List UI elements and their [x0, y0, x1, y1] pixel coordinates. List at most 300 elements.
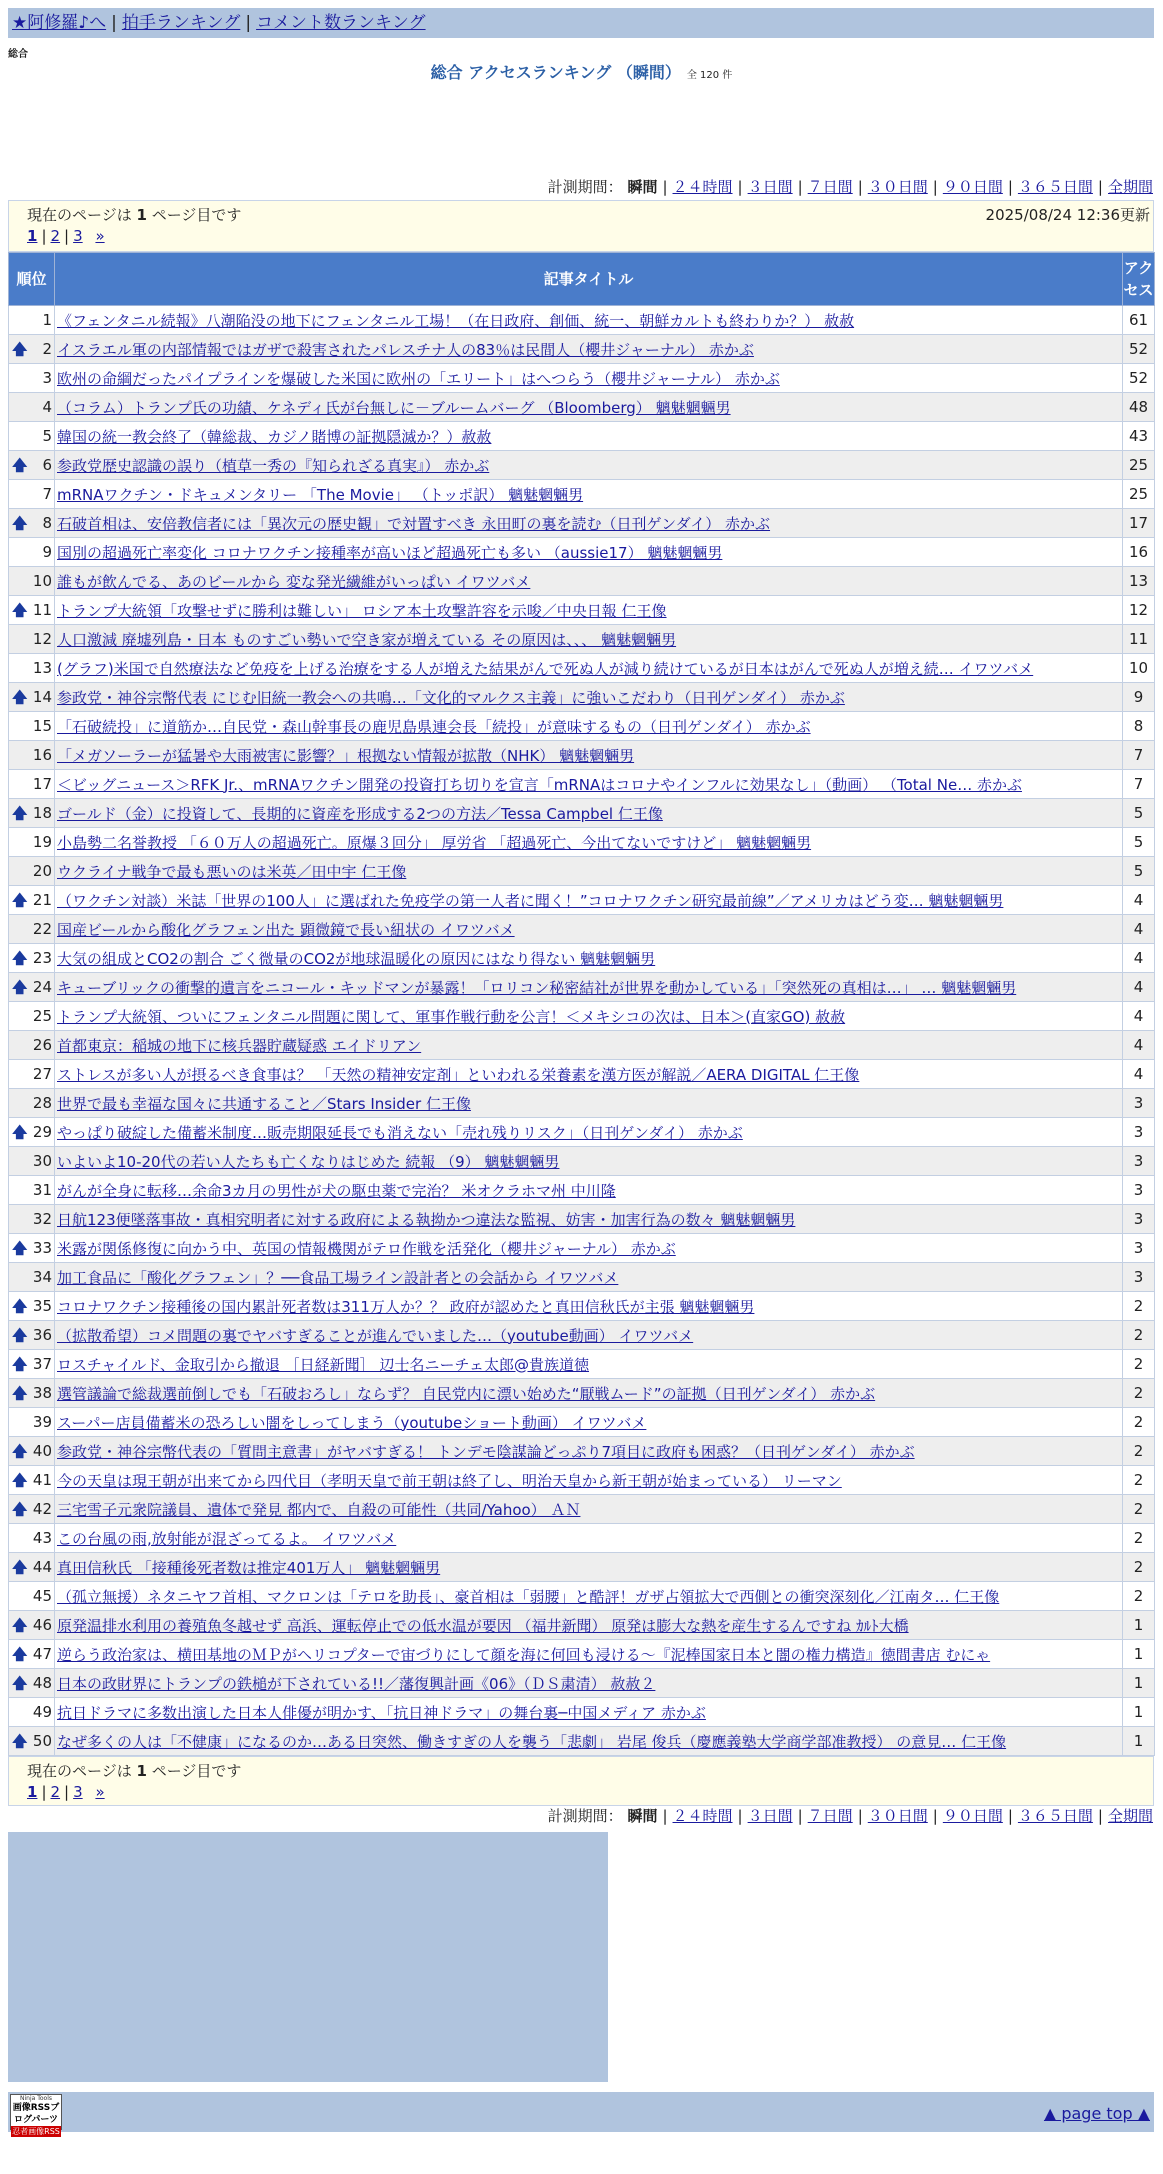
table-row	[9, 1553, 1155, 1582]
rank-number: 46	[32, 1616, 52, 1634]
article-link[interactable]: 真田信秋氏 「接種後死者数は推定401万人」 魑魅魍魎男	[57, 1558, 441, 1577]
page-top-link[interactable]: ▲ page top ▲	[1043, 2104, 1150, 2123]
rank-number: 30	[32, 1152, 52, 1170]
rank-number: 37	[32, 1355, 52, 1373]
article-link[interactable]: 抗日ドラマに多数出演した日本人俳優が明かす、「抗日神ドラマ」の舞台裏─中国メディア 赤かぶ	[57, 1703, 706, 1722]
period-link-7d[interactable]: ７日間	[807, 178, 853, 196]
title-cell	[55, 1495, 1123, 1524]
article-link[interactable]: ＜ビッグニュース＞RFK Jr.、mRNAワクチン開発の投資打ち切りを宣言「mRNAはコロナやインフルに効果なし」（動画） （Total Ne… 赤かぶ	[57, 775, 1022, 794]
period-link-90d[interactable]: ９０日間	[942, 1807, 1003, 1825]
page-link-current[interactable]: 1	[27, 1783, 38, 1801]
access-count: 25	[1123, 480, 1155, 509]
rank-cell	[9, 1031, 55, 1060]
title-cell	[55, 857, 1123, 886]
title-cell	[55, 741, 1123, 770]
period-link-365d[interactable]: ３６５日間	[1017, 178, 1093, 196]
table-row	[9, 712, 1155, 741]
title-cell	[55, 567, 1123, 596]
table-row	[9, 1176, 1155, 1205]
article-link[interactable]: 参政党・神谷宗幣代表の「質問主意書」がヤバすぎる！ トンデモ陰謀論どっぷり7項目に政府も困惑？（日刊ゲンダイ） 赤かぶ	[57, 1442, 915, 1461]
article-link[interactable]: トランプ大統領、ついにフェンタニル問題に関して、軍事作戦行動を公言！＜メキシコの次は、日本＞(直家GO) 赦赦	[57, 1007, 846, 1026]
table-row	[9, 509, 1155, 538]
access-count: 2	[1123, 1292, 1155, 1321]
nav-separator: |	[111, 13, 117, 33]
article-link[interactable]: 「石破続投」に道筋か…自民党・森山幹事長の鹿児島県連会長「続投」が意味するもの（日刊ゲンダイ） 赤かぶ	[57, 717, 811, 736]
access-count: 3	[1123, 1234, 1155, 1263]
rank-cell	[9, 1524, 55, 1553]
header-title: 記事タイトル	[55, 253, 1123, 306]
access-count: 2	[1123, 1437, 1155, 1466]
title-cell	[55, 1698, 1123, 1727]
article-link[interactable]: （コラム）トランプ氏の功績、ケネディ氏が台無しに－ブルームバーグ （Bloomberg） 魑魅魍魎男	[57, 398, 731, 417]
article-link[interactable]: 三宅雪子元衆院議員、遺体で発見 都内で、自殺の可能性（共同/Yahoo） ＡＮ	[57, 1500, 581, 1519]
rank-cell	[9, 1408, 55, 1437]
rank-cell	[9, 596, 55, 625]
article-link[interactable]: 逆らう政治家は、横田基地のＭＰがヘリコプターで宙づりにして顔を海に何回も浸ける～『泥棒国家日本と闇の権力構造』徳間書店 むにゃ	[57, 1645, 991, 1664]
table-header-row	[9, 253, 1155, 306]
article-link[interactable]: 米露が関係修復に向かう中、英国の情報機関がテロ作戦を活発化（櫻井ジャーナル） 赤かぶ	[57, 1239, 676, 1258]
rank-up-arrow-icon: 🡅	[12, 1616, 28, 1634]
rank-number: 26	[32, 1036, 52, 1054]
table-row	[9, 1089, 1155, 1118]
table-row	[9, 1669, 1155, 1698]
title-cell	[55, 306, 1123, 335]
rank-up-arrow-icon: 🡅	[12, 891, 28, 909]
rank-up-arrow-icon: 🡅	[12, 1471, 28, 1489]
table-row	[9, 1350, 1155, 1379]
rank-cell	[9, 625, 55, 654]
breadcrumb: 総合	[8, 49, 28, 60]
ad-placeholder	[8, 1832, 608, 2082]
rank-up-arrow-icon: 🡅	[12, 456, 28, 474]
article-link[interactable]: （拡散希望）コメ問題の裏でヤバすぎることが進んでいました…（youtube動画） イワツバメ	[57, 1326, 694, 1345]
article-link[interactable]: 日航123便墜落事故・真相究明者に対する政府による執拗かつ違法な監視、妨害・加害行為の数々 魑魅魍魎男	[57, 1210, 796, 1229]
rank-cell	[9, 1611, 55, 1640]
article-link[interactable]: キューブリックの衝撃的遺言をニコール・キッドマンが暴露！「ロリコン秘密結社が世界を動かしている」「突然死の真相は…」 … 魑魅魍魎男	[57, 978, 1017, 997]
footer-bar	[8, 2092, 1154, 2136]
access-count: 11	[1123, 625, 1155, 654]
article-link[interactable]: 誰もが飲んでる、あのビールから 変な発光繊維がいっぱい イワツバメ	[57, 572, 531, 591]
period-link-365d[interactable]: ３６５日間	[1017, 1807, 1093, 1825]
article-link[interactable]: ストレスが多い人が摂るべき食事は？ 「天然の精神安定剤」といわれる栄養素を漢方医が解説／AERA DIGITAL 仁王像	[57, 1065, 860, 1084]
rank-number: 19	[32, 833, 52, 851]
access-count: 5	[1123, 828, 1155, 857]
rank-cell	[9, 1379, 55, 1408]
period-link-30d[interactable]: ３０日間	[867, 1807, 928, 1825]
access-count: 43	[1123, 422, 1155, 451]
title-cell	[55, 944, 1123, 973]
table-row	[9, 1698, 1155, 1727]
period-current: 瞬間	[627, 178, 658, 196]
title-cell	[55, 1002, 1123, 1031]
rank-number: 48	[32, 1674, 52, 1692]
title-cell	[55, 422, 1123, 451]
rank-up-arrow-icon: 🡅	[12, 1674, 28, 1692]
article-link[interactable]: 今の天皇は現王朝が出来てから四代目（孝明天皇で前王朝は終了し、明治天皇から新王朝が始まっている） リーマン	[57, 1471, 842, 1490]
rank-cell	[9, 1727, 55, 1756]
rank-cell	[9, 1205, 55, 1234]
rank-cell	[9, 1669, 55, 1698]
title-cell	[55, 1669, 1123, 1698]
rank-number: 50	[32, 1732, 52, 1750]
table-row	[9, 1321, 1155, 1350]
article-link[interactable]: ゴールド（金）に投資して、長期的に資産を形成する2つの方法／Tessa Campbel 仁王像	[57, 804, 663, 823]
period-link-30d[interactable]: ３０日間	[867, 178, 928, 196]
rank-cell	[9, 1263, 55, 1292]
rank-up-arrow-icon: 🡅	[12, 1123, 28, 1141]
title-cell	[55, 1031, 1123, 1060]
access-count: 2	[1123, 1379, 1155, 1408]
rank-cell	[9, 1698, 55, 1727]
rss-badge[interactable]: Ninja Tools 画像RSSブログパーツ 忍者画像RSS	[10, 2094, 62, 2130]
title-cell	[55, 712, 1123, 741]
article-link[interactable]: ロスチャイルド、金取引から撤退 ［日経新聞］ 辺士名ニーチェ太郎@貴族道徳	[57, 1355, 589, 1374]
table-row	[9, 1118, 1155, 1147]
title-cell	[55, 683, 1123, 712]
table-row	[9, 306, 1155, 335]
period-label: 計測期間：	[547, 178, 623, 196]
rank-cell	[9, 1089, 55, 1118]
rank-up-arrow-icon: 🡅	[12, 1645, 28, 1663]
rank-number: 7	[42, 485, 52, 503]
rank-up-arrow-icon: 🡅	[12, 1326, 28, 1344]
nav-link-comment-ranking[interactable]: コメント数ランキング	[256, 13, 426, 33]
pagination: 1 | 2 | 3 »	[27, 227, 105, 245]
rank-cell	[9, 886, 55, 915]
access-count: 10	[1123, 654, 1155, 683]
article-link[interactable]: スーパー店員備蓄米の恐ろしい闇をしってしまう（youtubeショート動画） イワツバメ	[57, 1413, 647, 1432]
access-count: 2	[1123, 1582, 1155, 1611]
rank-up-arrow-icon: 🡅	[12, 688, 28, 706]
period-link-all[interactable]: 全期間	[1107, 1807, 1153, 1825]
title-cell	[55, 886, 1123, 915]
rank-up-arrow-icon: 🡅	[12, 978, 28, 996]
title-cell	[55, 1408, 1123, 1437]
rank-cell	[9, 538, 55, 567]
access-count: 5	[1123, 799, 1155, 828]
access-count: 8	[1123, 712, 1155, 741]
access-count: 2	[1123, 1495, 1155, 1524]
rank-cell	[9, 770, 55, 799]
access-count: 4	[1123, 886, 1155, 915]
rank-up-arrow-icon: 🡅	[12, 804, 28, 822]
access-count: 17	[1123, 509, 1155, 538]
title-cell	[55, 1582, 1123, 1611]
rank-cell	[9, 1147, 55, 1176]
article-link[interactable]: 首都東京：稲城の地下に核兵器貯蔵疑惑 エイドリアン	[57, 1036, 422, 1055]
access-count: 3	[1123, 1118, 1155, 1147]
table-row	[9, 1582, 1155, 1611]
rank-cell	[9, 1176, 55, 1205]
table-row	[9, 451, 1155, 480]
table-row	[9, 886, 1155, 915]
table-row	[9, 596, 1155, 625]
table-row	[9, 915, 1155, 944]
table-row	[9, 1408, 1155, 1437]
article-link[interactable]: 欧州の命綱だったパイプラインを爆破した米国に欧州の「エリート」はへつらう（櫻井ジャーナル） 赤かぶ	[57, 369, 780, 388]
access-count: 13	[1123, 567, 1155, 596]
table-row	[9, 1611, 1155, 1640]
rank-up-arrow-icon: 🡅	[12, 601, 28, 619]
rank-cell	[9, 1466, 55, 1495]
access-count: 2	[1123, 1553, 1155, 1582]
page-link-2[interactable]: 2	[50, 227, 61, 245]
rank-up-arrow-icon: 🡅	[12, 1239, 28, 1257]
article-link[interactable]: mRNAワクチン・ドキュメンタリー 「The Movie」 （トッポ訳） 魑魅魍魎男	[57, 485, 584, 504]
title-cell	[55, 509, 1123, 538]
access-count: 16	[1123, 538, 1155, 567]
rank-number: 49	[32, 1703, 52, 1721]
updated-timestamp: 2025/08/24 12:36更新	[985, 206, 1150, 224]
access-count: 4	[1123, 915, 1155, 944]
table-row	[9, 1437, 1155, 1466]
rank-cell	[9, 973, 55, 1002]
title-cell	[55, 1234, 1123, 1263]
rank-cell	[9, 1640, 55, 1669]
table-row	[9, 1379, 1155, 1408]
period-link-7d[interactable]: ７日間	[807, 1807, 853, 1825]
nav-link-asyura[interactable]: ★阿修羅♪へ	[12, 13, 107, 33]
article-link[interactable]: 世界で最も幸福な国々に共通すること／Stars Insider 仁王像	[57, 1094, 471, 1113]
article-link[interactable]: ウクライナ戦争で最も悪いのは米英／田中宇 仁王像	[57, 862, 407, 881]
article-link[interactable]: 小島勢二名誉教授 「６０万人の超過死亡。原爆３回分」 厚労省 「超過死亡、今出てないですけど」 魑魅魍魎男	[57, 833, 812, 852]
rank-cell	[9, 509, 55, 538]
article-link[interactable]: （ワクチン対談）米誌「世界の100人」に選ばれた免疫学の第一人者に聞く！”コロナワクチン研究最前線”／アメリカはどう変… 魑魅魍魎男	[57, 891, 1004, 910]
article-link[interactable]: やっぱり破綻した備蓄米制度…販売期限延長でも消えない「売れ残りリスク」（日刊ゲンダイ） 赤かぶ	[57, 1123, 743, 1142]
period-link-3d[interactable]: ３日間	[747, 1807, 793, 1825]
rank-number: 17	[32, 775, 52, 793]
title-cell	[55, 335, 1123, 364]
article-link[interactable]: 参政党・神谷宗幣代表 にじむ旧統一教会への共鳴…「文化的マルクス主義」に強いこだわり（日刊ゲンダイ） 赤かぶ	[57, 688, 845, 707]
table-row	[9, 1147, 1155, 1176]
article-link[interactable]: 「メガソーラーが猛暑や大雨被害に影響？」根拠ない情報が拡散（NHK） 魑魅魍魎男	[57, 746, 635, 765]
title-cell	[55, 799, 1123, 828]
title-cell	[55, 1524, 1123, 1553]
article-link[interactable]: 石破首相は、安倍教信者には「異次元の歴史観」で対置すべき 永田町の裏を読む（日刊ゲンダイ） 赤かぶ	[57, 514, 771, 533]
page-link-3[interactable]: 3	[73, 1783, 83, 1801]
rank-up-arrow-icon: 🡅	[12, 1558, 28, 1576]
article-link[interactable]: トランプ大統領「攻撃せずに勝利は難しい」 ロシア本土攻撃許容を示唆／中央日報 仁王像	[57, 601, 667, 620]
title-cell	[55, 1147, 1123, 1176]
rank-cell	[9, 1553, 55, 1582]
rank-number: 32	[32, 1210, 52, 1228]
title-cell	[55, 1321, 1123, 1350]
access-count: 2	[1123, 1321, 1155, 1350]
article-link[interactable]: 国産ビールから酸化グラフェン出た 顕微鏡で長い紐状の イワツバメ	[57, 920, 515, 939]
rank-cell	[9, 1292, 55, 1321]
access-count: 1	[1123, 1727, 1155, 1756]
rank-number: 14	[32, 688, 52, 706]
table-row	[9, 335, 1155, 364]
rank-up-arrow-icon: 🡅	[12, 1500, 28, 1518]
rank-cell	[9, 1002, 55, 1031]
period-selector-top: 計測期間： 瞬間 | ２４時間 | ３日間 | ７日間 | ３０日間 | ９０日間 | ３６５日間 | 全期間	[547, 178, 1153, 196]
rank-cell	[9, 1437, 55, 1466]
table-row	[9, 799, 1155, 828]
title-cell	[55, 480, 1123, 509]
rank-cell	[9, 567, 55, 596]
table-row	[9, 1263, 1155, 1292]
table-row	[9, 973, 1155, 1002]
title-cell	[55, 654, 1123, 683]
rank-number: 34	[32, 1268, 52, 1286]
article-link[interactable]: 国別の超過死亡率変化 コロナワクチン接種率が高いほど超過死亡も多い （aussie17） 魑魅魍魎男	[57, 543, 723, 562]
rank-cell	[9, 480, 55, 509]
table-row	[9, 1031, 1155, 1060]
rank-number: 39	[32, 1413, 52, 1431]
title-cell	[55, 1611, 1123, 1640]
total-count: 全 120 件	[686, 70, 733, 81]
page-link-3[interactable]: 3	[73, 227, 83, 245]
nav-separator: |	[245, 13, 252, 33]
page-link-next[interactable]: »	[95, 1783, 105, 1801]
rank-cell	[9, 712, 55, 741]
article-link[interactable]: 《フェンタニル続報》八潮陥没の地下にフェンタニル工場！（在日政府、創価、統一、朝鮮カルトも終わりか？） 赦赦	[57, 311, 855, 330]
access-count: 1	[1123, 1669, 1155, 1698]
title-cell	[55, 625, 1123, 654]
table-row	[9, 422, 1155, 451]
table-row	[9, 1002, 1155, 1031]
table-row	[9, 1727, 1155, 1756]
period-link-90d[interactable]: ９０日間	[942, 178, 1003, 196]
period-current: 瞬間	[627, 1807, 658, 1825]
article-link[interactable]: 人口激減 廃墟列島・日本 ものすごい勢いで空き家が増えている その原因は、、、 魑魅魍魎男	[57, 630, 677, 649]
rank-number: 42	[32, 1500, 52, 1518]
table-row	[9, 538, 1155, 567]
title-cell	[55, 1379, 1123, 1408]
period-link-24h[interactable]: ２４時間	[672, 1807, 733, 1825]
article-link[interactable]: なぜ多くの人は「不健康」になるのか…ある日突然、働きすぎの人を襲う「悲劇」 岩尾 俊兵（慶應義塾大学商学部准教授） の意見… 仁王像	[57, 1732, 1007, 1751]
page-link-next[interactable]: »	[95, 227, 105, 245]
rank-number: 33	[32, 1239, 52, 1257]
access-count: 48	[1123, 393, 1155, 422]
article-link[interactable]: 大気の組成とCO2の割合 ごく微量のCO2が地球温暖化の原因にはなり得ない 魑魅魍魎男	[57, 949, 656, 968]
access-count: 4	[1123, 1060, 1155, 1089]
access-count: 3	[1123, 1176, 1155, 1205]
page-link-2[interactable]: 2	[50, 1783, 61, 1801]
rank-number: 6	[42, 456, 52, 474]
ranking-table	[8, 252, 1155, 1756]
rank-number: 13	[32, 659, 52, 677]
rank-number: 35	[32, 1297, 52, 1315]
article-link[interactable]: 選管議論で総裁選前倒しでも「石破おろし」ならず？ 自民党内に漂い始めた“厭戦ムード”の証拠（日刊ゲンダイ） 赤かぶ	[57, 1384, 876, 1403]
rank-number: 4	[42, 398, 52, 416]
rank-cell	[9, 1234, 55, 1263]
pager-bottom	[8, 1756, 1154, 1806]
table-row	[9, 770, 1155, 799]
table-row	[9, 364, 1155, 393]
rank-cell	[9, 1060, 55, 1089]
rank-up-arrow-icon: 🡅	[12, 1732, 28, 1750]
title-cell	[55, 596, 1123, 625]
article-link[interactable]: この台風の雨,放射能が混ざってるよ。 イワツバメ	[57, 1529, 397, 1548]
article-link[interactable]: 韓国の統一教会終了（韓総裁、カジノ賭博の証拠隠滅か？）赦赦	[57, 427, 492, 446]
table-row	[9, 393, 1155, 422]
table-row	[9, 1234, 1155, 1263]
rank-cell	[9, 799, 55, 828]
title-cell	[55, 973, 1123, 1002]
access-count: 4	[1123, 1031, 1155, 1060]
rank-cell	[9, 335, 55, 364]
rank-number: 28	[32, 1094, 52, 1112]
access-count: 2	[1123, 1524, 1155, 1553]
rank-up-arrow-icon: 🡅	[12, 1384, 28, 1402]
title-cell	[55, 1553, 1123, 1582]
article-link[interactable]: (グラフ)米国で自然療法など免疫を上げる治療をする人が増えた結果がんで死ぬ人が減り続けているが日本はがんで死ぬ人が増え続… イワツバメ	[57, 659, 1034, 678]
page-status: 現在のページは 1 ページ目です	[27, 206, 242, 224]
article-link[interactable]: コロナワクチン接種後の国内累計死者数は311万人か？？ 政府が認めたと真田信秋氏が主張 魑魅魍魎男	[57, 1297, 755, 1316]
access-count: 4	[1123, 973, 1155, 1002]
pagination: 1 | 2 | 3 »	[27, 1783, 105, 1801]
article-link[interactable]: 加工食品に「酸化グラフェン」？──食品工場ライン設計者との会話から イワツバメ	[57, 1268, 619, 1287]
article-link[interactable]: 日本の政財界にトランプの鉄槌が下されている!!／藩復興計画《06》（ＤＳ粛清） 赦赦２	[57, 1674, 656, 1693]
nav-link-applause-ranking[interactable]: 拍手ランキング	[121, 13, 241, 33]
rank-number: 41	[32, 1471, 52, 1489]
rank-number: 5	[42, 427, 52, 445]
access-count: 61	[1123, 306, 1155, 335]
article-link[interactable]: 原発温排水利用の養殖魚冬越せず 高浜、運転停止での低水温が要因 （福井新聞） 原発は膨大な熱を産生するんですね ｶﾙﾄ大橋	[57, 1616, 909, 1635]
rank-number: 23	[32, 949, 52, 967]
rank-number: 1	[42, 311, 52, 329]
title-cell	[55, 1466, 1123, 1495]
access-count: 3	[1123, 1205, 1155, 1234]
rank-number: 43	[32, 1529, 52, 1547]
access-count: 1	[1123, 1640, 1155, 1669]
page-link-current[interactable]: 1	[27, 227, 38, 245]
article-link[interactable]: 参政党歴史認識の誤り（植草一秀の『知られざる真実』） 赤かぶ	[57, 456, 490, 475]
table-row	[9, 1524, 1155, 1553]
access-count: 52	[1123, 335, 1155, 364]
access-count: 3	[1123, 1263, 1155, 1292]
title-cell	[55, 538, 1123, 567]
table-row	[9, 1205, 1155, 1234]
rank-number: 29	[32, 1123, 52, 1141]
rank-cell	[9, 944, 55, 973]
period-link-24h[interactable]: ２４時間	[672, 178, 733, 196]
period-link-all[interactable]: 全期間	[1107, 178, 1153, 196]
rank-cell	[9, 393, 55, 422]
rank-number: 45	[32, 1587, 52, 1605]
title-cell	[55, 1205, 1123, 1234]
rank-cell	[9, 828, 55, 857]
access-count: 5	[1123, 857, 1155, 886]
article-link[interactable]: いよいよ10-20代の若い人たちも亡くなりはじめた 続報 （9） 魑魅魍魎男	[57, 1152, 560, 1171]
table-row	[9, 944, 1155, 973]
access-count: 12	[1123, 596, 1155, 625]
access-count: 4	[1123, 1002, 1155, 1031]
rank-cell	[9, 1118, 55, 1147]
access-count: 2	[1123, 1350, 1155, 1379]
access-count: 2	[1123, 1466, 1155, 1495]
table-row	[9, 741, 1155, 770]
article-link[interactable]: イスラエル軍の内部情報ではガザで殺害されたパレスチナ人の83％は民間人（櫻井ジャーナル） 赤かぶ	[57, 340, 754, 359]
rank-number: 2	[42, 340, 52, 358]
article-link[interactable]: （孤立無援）ネタニヤフ首相、マクロンは「テロを助長」、豪首相は「弱腰」と酷評！ガザ占領拡大で西側との衝突深刻化／江南タ… 仁王像	[57, 1587, 1000, 1606]
title-cell	[55, 451, 1123, 480]
period-link-3d[interactable]: ３日間	[747, 178, 793, 196]
access-count: 7	[1123, 741, 1155, 770]
title-cell	[55, 915, 1123, 944]
table-row	[9, 567, 1155, 596]
rank-number: 38	[32, 1384, 52, 1402]
rank-cell	[9, 364, 55, 393]
article-link[interactable]: がんが全身に転移…余命3カ月の男性が犬の駆虫薬で完治？ 米オクラホマ州 中川隆	[57, 1181, 616, 1200]
rank-cell	[9, 654, 55, 683]
rank-cell	[9, 683, 55, 712]
rank-up-arrow-icon: 🡅	[12, 340, 28, 358]
rank-cell	[9, 857, 55, 886]
rank-number: 18	[32, 804, 52, 822]
